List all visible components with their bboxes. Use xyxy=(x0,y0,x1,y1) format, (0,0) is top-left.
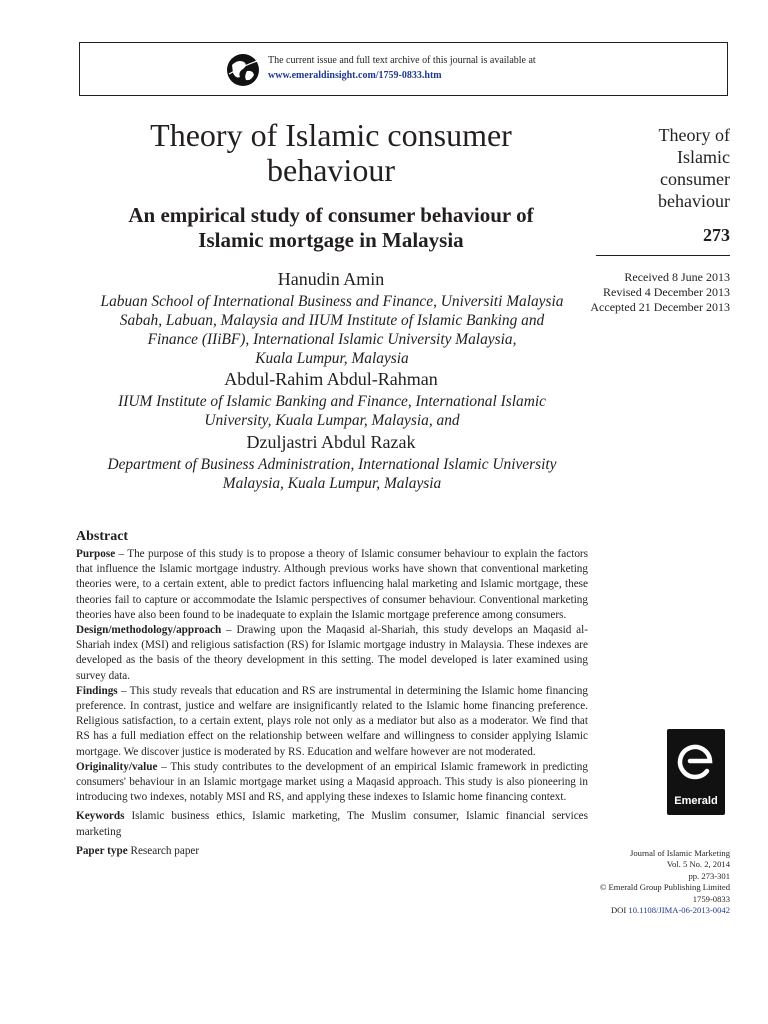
design-text: – Drawing upon the Maqasid al-Shariah, this study develops an Maqasid al-Shariah index (MSI) and religious satisfaction (RS) for Islamic mortgage industry in Malaysia. These indexes are developed as the basis of the theory development in this setting. The model developed is later examined using survey data. xyxy=(76,624,588,682)
page-number: 273 xyxy=(703,225,730,245)
affiliation-line: Sabah, Labuan, Malaysia and IIUM Institute of Islamic Banking and xyxy=(119,312,545,329)
paper-type-text: Research paper xyxy=(127,844,200,857)
received-date: Received 8 June 2013 xyxy=(624,270,730,284)
doi-line xyxy=(585,905,730,916)
journal-info xyxy=(585,848,730,916)
title-line: Theory of Islamic consumer xyxy=(150,117,512,153)
banner-text xyxy=(268,53,536,83)
copyright: © Emerald Group Publishing Limited xyxy=(599,882,730,893)
divider xyxy=(596,255,730,256)
journal-url-link[interactable]: www.emeraldinsight.com/1759-0833.htm xyxy=(268,70,442,81)
originality-text: – This study contributes to the development of an empirical Islamic framework in predicting consumers' behaviour in an Islamic mortgage market using a Maqasid approach. This study is also pioneering in introducing two indexes, notably MSI and RS, and applying these indexes to Islamic home financing context. xyxy=(76,760,588,804)
logo-wordmark: Emerald xyxy=(674,795,718,807)
author-affiliation xyxy=(76,392,588,430)
accepted-date: Accepted 21 December 2013 xyxy=(590,300,730,314)
title-line: behaviour xyxy=(267,152,395,188)
affiliation-line: Finance (IIiBF), International Islamic University Malaysia, xyxy=(147,331,517,348)
article-subtitle xyxy=(79,203,583,253)
keywords-label: Keywords xyxy=(76,810,125,823)
banner-notice: The current issue and full text archive of this journal is available at xyxy=(268,55,536,66)
abstract-purpose xyxy=(76,547,588,623)
doi-link[interactable]: 10.1108/JIMA-06-2013-0042 xyxy=(628,905,730,916)
affiliation-line: Labuan School of International Business and Finance, Universiti Malaysia xyxy=(100,293,564,310)
author-name: Abdul-Rahim Abdul-Rahman xyxy=(224,369,438,389)
running-title-line: Theory of xyxy=(658,125,730,145)
affiliation-line: Department of Business Administration, International Islamic University xyxy=(107,456,557,473)
article-title xyxy=(79,118,583,188)
emerald-e-icon xyxy=(667,731,725,795)
globe-logo-icon xyxy=(226,53,260,87)
purpose-text: – The purpose of this study is to propose a theory of Islamic consumer behaviour to explain the factors that influence the Islamic mortgage industry. Although previous works have shown that conventional marketing theories were, to a certain extent, able to predict factors influencing halal marketing and Islamic mortgage, these theories fail to capture or accommodate the Islamic perspectives of consumer behaviour. Conventional marketing theories have also been found to be inadequate to explain the Islamic mortgage preference among consumers. xyxy=(76,548,588,621)
running-title-line: Islamic xyxy=(677,147,730,167)
keywords-text: Islamic business ethics, Islamic marketing, The Muslim consumer, Islamic financial services marketing xyxy=(76,810,588,838)
affiliation-line: Malaysia, Kuala Lumpur, Malaysia xyxy=(222,475,442,492)
abstract-findings xyxy=(76,684,588,760)
submission-dates xyxy=(590,270,730,315)
issn: 1759-0833 xyxy=(692,893,730,904)
subtitle-line: An empirical study of consumer behaviour of xyxy=(128,203,534,227)
emerald-logo xyxy=(667,729,725,815)
findings-text: – This study reveals that education and RS are instrumental in determining the Islamic home financing preference. In contrast, justice and welfare are insignificantly related to the Islamic home financing preference. Religious satisfaction, to a certain extent, plays role not only as a mediator but also as a moderator. We find that RS has a full mediation effect on the relationship between welfare and willingness to consider applying Islamic mortgage. We discover justice is moderated by RS. Education and welfare however are not moderated. xyxy=(76,684,588,758)
affiliation-line: Kuala Lumpur, Malaysia xyxy=(255,350,409,367)
abstract-originality xyxy=(76,760,588,806)
originality-label: Originality/value xyxy=(76,760,158,773)
running-title-line: behaviour xyxy=(658,191,730,211)
running-title-line: consumer xyxy=(660,169,730,189)
subtitle-line: Islamic mortgage in Malaysia xyxy=(198,228,464,252)
author-name: Dzuljastri Abdul Razak xyxy=(246,432,416,452)
journal-name: Journal of Islamic Marketing xyxy=(630,848,730,858)
revised-date: Revised 4 December 2013 xyxy=(603,285,730,299)
abstract-keywords xyxy=(76,809,588,839)
abstract-paper-type xyxy=(76,844,588,859)
journal-banner xyxy=(79,42,728,96)
findings-label: Findings xyxy=(76,684,118,697)
journal-pages: pp. 273-301 xyxy=(688,870,730,881)
running-title xyxy=(596,124,730,212)
paper-type-label: Paper type xyxy=(76,844,128,857)
abstract-section xyxy=(76,528,588,859)
author-affiliation xyxy=(76,455,588,493)
purpose-label: Purpose xyxy=(76,548,116,560)
affiliation-line: IIUM Institute of Islamic Banking and Finance, International Islamic xyxy=(118,393,546,410)
design-label: Design/methodology/approach xyxy=(76,624,222,637)
author-affiliation xyxy=(76,292,588,368)
abstract-design xyxy=(76,623,588,684)
doi-label: DOI xyxy=(610,905,629,916)
abstract-heading: Abstract xyxy=(76,529,129,544)
journal-volume: Vol. 5 No. 2, 2014 xyxy=(666,859,730,870)
affiliation-line: University, Kuala Lumpar, Malaysia, and xyxy=(204,412,460,429)
author-name: Hanudin Amin xyxy=(277,269,385,289)
